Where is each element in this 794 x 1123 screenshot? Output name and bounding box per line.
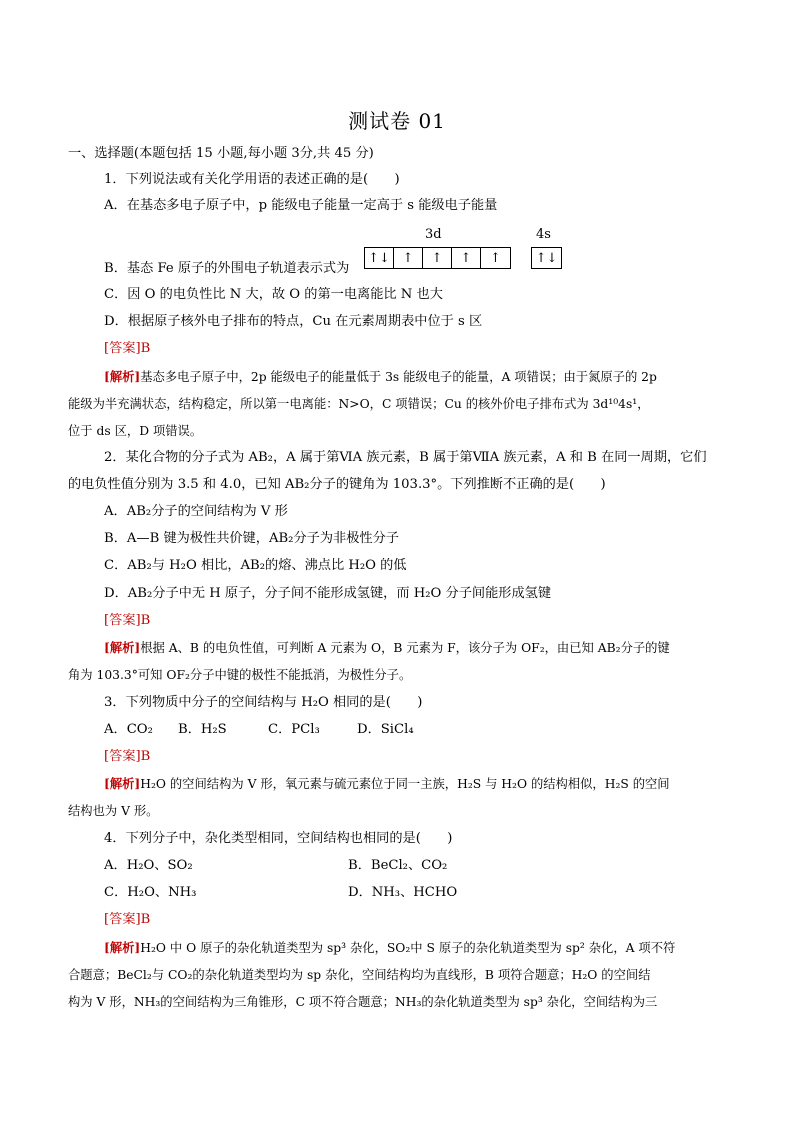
orbital-box: ↑↓	[365, 248, 394, 268]
q3-explanation-line1: [解析]H₂O 的空间结构为 V 形，氧元素与硫元素位于同一主族，H₂S 与 H₂O 的结构相似，H₂S 的空间	[104, 776, 670, 791]
q1-orbital-3d-label: 3d	[425, 227, 442, 242]
q3-option-c: C．PCl₃	[268, 722, 320, 737]
q1-option-d: D．根据原子核外电子排布的特点，Cu 在元素周期表中位于 s 区	[104, 314, 483, 329]
orbital-box: ↑	[452, 248, 481, 268]
q2-stem-line2: 的电负性值分别为 3.5 和 4.0，已知 AB₂分子的键角为 103.3°。下列推断不正确的是( )	[68, 477, 606, 492]
q1-explanation-line3: 位于 ds 区，D 项错误。	[68, 424, 203, 438]
q1-orbital-3d-boxes	[364, 247, 511, 269]
q2-answer: [答案]B	[104, 613, 151, 628]
q3-option-b: B．H₂S	[178, 722, 227, 737]
q3-answer: [答案]B	[104, 749, 151, 764]
q3-stem: 3．下列物质中分子的空间结构与 H₂O 相同的是( )	[104, 695, 423, 710]
q4-option-c: C．H₂O、NH₃	[104, 885, 197, 900]
orbital-box: ↑	[490, 250, 501, 266]
orbital-box: ↑↓	[535, 250, 558, 266]
q4-option-a: A．H₂O、SO₂	[104, 858, 193, 873]
q4-explanation-line3: 构为 V 形，NH₃的空间结构为三角锥形，C 项不符合题意；NH₃的杂化轨道类型为 sp³ 杂化，空间结构为三	[68, 995, 658, 1009]
q1-explanation-line1: [解析]基态多电子原子中，2p 能级电子的能量低于 3s 能级电子的能量，A 项错误；由于氮原子的 2p	[104, 369, 657, 384]
q2-explanation-line2: 角为 103.3°可知 OF₂分子中键的极性不能抵消，为极性分子。	[68, 668, 412, 682]
orbital-box: ↑	[423, 248, 452, 268]
q1-answer: [答案]B	[104, 341, 151, 356]
q3-option-d: D．SiCl₄	[357, 722, 414, 737]
q2-option-a: A．AB₂分子的空间结构为 V 形	[104, 504, 288, 519]
q4-answer: [答案]B	[104, 912, 151, 927]
q2-option-d: D．AB₂分子中无 H 原子，分子间不能形成氢键，而 H₂O 分子间能形成氢键	[104, 586, 552, 601]
q3-option-a: A．CO₂	[104, 722, 153, 737]
q4-explanation-line2: 合题意；BeCl₂与 CO₂的杂化轨道类型均为 sp 杂化，空间结构均为直线形，B 项符合题意；H₂O 的空间结	[68, 968, 651, 982]
page-title: 测试卷 01	[348, 109, 446, 133]
q4-option-b: B．BeCl₂、CO₂	[348, 858, 448, 873]
orbital-box: ↑	[394, 248, 423, 268]
q1-orbital-4s-label: 4s	[536, 227, 551, 242]
q1-option-c: C．因 O 的电负性比 N 大，故 O 的第一电离能比 N 也大	[104, 287, 443, 302]
q2-stem-line1: 2．某化合物的分子式为 AB₂，A 属于第ⅥA 族元素，B 属于第ⅦA 族元素，A 和 B 在同一周期，它们	[104, 450, 707, 465]
q1-option-b: B．基态 Fe 原子的外围电子轨道表示式为	[104, 261, 350, 276]
q1-option-a: A．在基态多电子原子中，p 能级电子能量一定高于 s 能级电子能量	[104, 198, 498, 213]
q4-explanation-line1: [解析]H₂O 中 O 原子的杂化轨道类型为 sp³ 杂化，SO₂中 S 原子的杂化轨道类型为 sp² 杂化，A 项不符	[104, 940, 676, 955]
q3-explanation-line2: 结构也为 V 形。	[68, 804, 159, 818]
q4-option-d: D．NH₃、HCHO	[348, 885, 458, 900]
q4-stem: 4．下列分子中，杂化类型相同，空间结构也相同的是( )	[104, 831, 453, 846]
q2-explanation-line1: [解析]根据 A、B 的电负性值，可判断 A 元素为 O，B 元素为 F，该分子为 OF₂，由已知 AB₂分子的键	[104, 640, 670, 655]
q2-option-b: B．A—B 键为极性共价键，AB₂分子为非极性分子	[104, 531, 399, 546]
q1-explanation-line2: 能级为半充满状态，结构稳定，所以第一电离能：N>O，C 项错误；Cu 的核外价电子排布式为 3d¹⁰4s¹，	[68, 397, 650, 411]
q1-orbital-4s-boxes	[531, 247, 562, 269]
q1-stem: 1．下列说法或有关化学用语的表述正确的是( )	[104, 172, 400, 187]
section-heading: 一、选择题(本题包括 15 小题,每小题 3分,共 45 分)	[68, 146, 374, 161]
q2-option-c: C．AB₂与 H₂O 相比，AB₂的熔、沸点比 H₂O 的低	[104, 558, 407, 573]
